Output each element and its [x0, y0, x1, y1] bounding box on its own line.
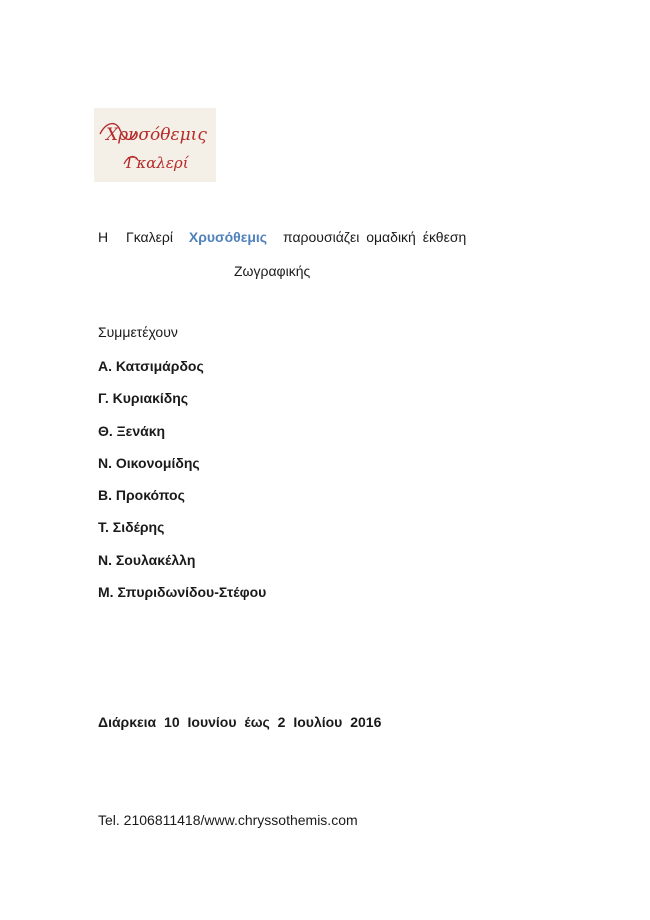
- artist-name: Γ. Κυριακίδης: [98, 390, 189, 406]
- artist-name: Μ. Σπυριδωνίδου-Στέφου: [98, 584, 267, 600]
- artist-name: Α. Κατσιμάρδος: [98, 358, 204, 374]
- artist-name: Θ. Ξενάκη: [98, 423, 166, 439]
- exhibition-duration: Διάρκεια 10 Ιουνίου έως 2 Ιουλίου 2016: [98, 714, 382, 730]
- intro-rest: παρουσιάζει ομαδική έκθεση: [282, 229, 467, 245]
- participants-label: Συμμετέχουν: [98, 324, 178, 340]
- logo-line-1: Χρυσόθεμις: [106, 125, 207, 145]
- artist-name: Β. Προκόπος: [98, 487, 185, 503]
- intro-article: Η: [98, 229, 109, 245]
- intro-gallery-word: Γκαλερί: [126, 229, 173, 245]
- gallery-name: Χρυσόθεμις: [188, 229, 268, 245]
- gallery-logo-image: [94, 108, 216, 182]
- contact-info: Tel. 2106811418/www.chryssothemis.com: [98, 812, 358, 828]
- artist-name: Ν. Οικονομίδης: [98, 455, 200, 471]
- exhibition-subtitle: Ζωγραφικής: [234, 263, 311, 279]
- artist-name: Ν. Σουλακέλλη: [98, 552, 196, 568]
- logo-line-2: Γκαλερί: [126, 154, 189, 172]
- intro-line: [98, 228, 466, 246]
- artist-name: Τ. Σιδέρης: [98, 519, 165, 535]
- gallery-logo: [94, 108, 216, 182]
